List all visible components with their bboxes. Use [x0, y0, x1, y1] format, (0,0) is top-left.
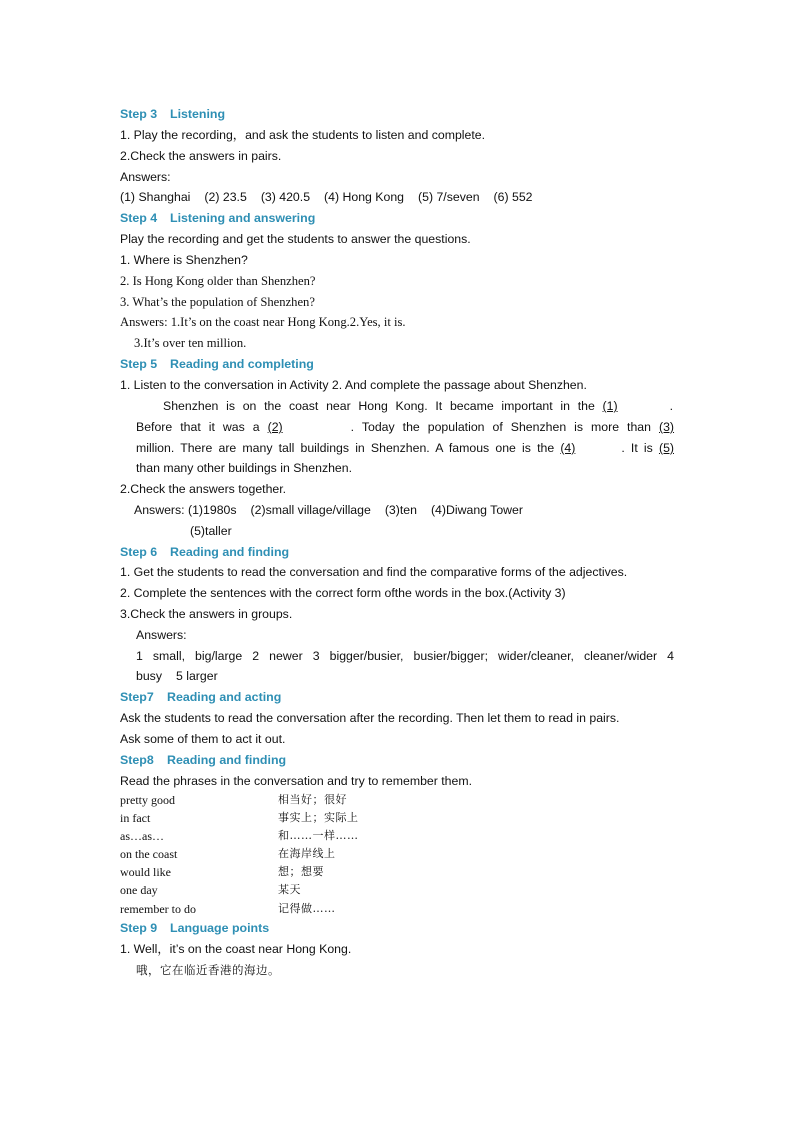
step4-number: Step 4 [120, 211, 158, 225]
step3-heading [120, 106, 225, 122]
step4-question-1: 1. Where is Shenzhen? [120, 253, 248, 267]
step8-heading [120, 752, 286, 768]
step3-title: Listening [170, 107, 226, 121]
phrase-en-4: on the coast [120, 847, 178, 861]
phrase-en-6: one day [120, 883, 158, 897]
step4-intro: Play the recording and get the students to answer the questions. [120, 232, 471, 246]
step7-number: Step7 [120, 690, 154, 704]
phrase-en-3: as…as… [120, 829, 164, 843]
step6-answer-3: 3 bigger/busier, busier/bigger; wider/cleaner, cleaner/wider [312, 649, 658, 663]
step5-passage-line3: million. There are many tall buildings in Shenzhen. A famous one is the (4) . It is (5) [136, 441, 674, 455]
step3-answer-2: (2) 23.5 [204, 190, 247, 204]
step6-heading [120, 544, 289, 560]
phrase-zh-4: 在海岸线上 [278, 847, 336, 860]
step3-answer-6: (6) 552 [493, 190, 533, 204]
step7-title: Reading and acting [167, 690, 282, 704]
blank-4: (4) [560, 441, 576, 455]
step3-line1: 1. Play the recording，and ask the students to listen and complete. [120, 128, 486, 142]
step3-line2: 2.Check the answers in pairs. [120, 149, 282, 163]
step9-number: Step 9 [120, 921, 158, 935]
blank-1: (1) [602, 399, 618, 413]
step5-answers-label: Answers: [134, 503, 185, 517]
step8-title: Reading and finding [167, 753, 287, 767]
step4-heading [120, 210, 315, 226]
step5-answer-4: (4)Diwang Tower [430, 503, 523, 517]
step6-line3: 3.Check the answers in groups. [120, 607, 293, 621]
blank-3: (3) [659, 420, 675, 434]
step5-number: Step 5 [120, 357, 158, 371]
step4-question-3: 3. What’s the population of Shenzhen? [120, 295, 315, 309]
phrase-en-5: would like [120, 865, 171, 879]
blank-2: (2) [267, 420, 283, 434]
step6-answer-4-cont: busy [136, 669, 162, 683]
step8-number: Step8 [120, 753, 154, 767]
step6-answer-2: 2 newer [252, 649, 303, 663]
phrase-zh-2: 事实上；实际上 [278, 811, 359, 824]
step6-answers-line1 [136, 648, 674, 664]
step5-line1: 1. Listen to the conversation in Activity 2. And complete the passage about Shenzhen. [120, 378, 587, 392]
step6-answer-5: 5 larger [175, 669, 218, 683]
step6-answer-4: 4 [667, 649, 675, 663]
step5-answers [134, 502, 523, 518]
phrase-zh-1: 相当好；很好 [278, 793, 347, 806]
step6-answers-label: Answers: [136, 628, 187, 642]
phrase-zh-7: 记得做…… [278, 902, 336, 915]
step3-answer-5: (5) 7/seven [418, 190, 480, 204]
step7-heading [120, 689, 281, 705]
step8-intro: Read the phrases in the conversation and try to remember them. [120, 774, 473, 788]
step5-passage-line2: Before that it was a (2) . Today the population of Shenzhen is more than (3) [136, 420, 675, 434]
step6-title: Reading and finding [170, 545, 290, 559]
step6-number: Step 6 [120, 545, 158, 559]
phrase-zh-6: 某天 [278, 883, 301, 896]
step9-heading [120, 920, 269, 936]
step5-line2: 2.Check the answers together. [120, 482, 287, 496]
step6-line2: 2. Complete the sentences with the correct form ofthe words in the box.(Activity 3) [120, 586, 566, 600]
step5-answer-1: (1)1980s [188, 503, 237, 517]
phrase-zh-5: 想；想要 [278, 865, 324, 878]
step4-answers-1: Answers: 1.It’s on the coast near Hong Kong.2.Yes, it is. [120, 315, 406, 329]
step5-title: Reading and completing [170, 357, 314, 371]
step3-answer-1: (1) Shanghai [120, 190, 191, 204]
blank-5: (5) [658, 441, 674, 455]
step4-title: Listening and answering [170, 211, 316, 225]
step3-answer-4: (4) Hong Kong [324, 190, 405, 204]
step4-question-2: 2. Is Hong Kong older than Shenzhen? [120, 274, 316, 288]
phrase-en-7: remember to do [120, 902, 196, 916]
step4-answers-2: 3.It’s over ten million. [134, 336, 247, 350]
step5-passage-line1: Shenzhen is on the coast near Hong Kong. It became important in the (1) . [163, 399, 673, 413]
phrase-en-2: in fact [120, 811, 151, 825]
step5-answer-3: (3)ten [384, 503, 417, 517]
phrase-zh-3: 和……一样…… [278, 829, 359, 842]
phrase-en-1: pretty good [120, 793, 175, 807]
step6-answer-1: 1 small, big/large [136, 649, 243, 663]
step6-line1: 1. Get the students to read the conversation and find the comparative forms of the adjectives. [120, 565, 628, 579]
step9-title: Language points [170, 921, 270, 935]
step9-line1: 1. Well，it’s on the coast near Hong Kong. [120, 942, 352, 956]
step9-line1-translation: 哦，它在临近香港的海边。 [136, 963, 280, 977]
step3-answers [120, 189, 533, 205]
step5-answer-2: (2)small village/village [250, 503, 371, 517]
step5-answer-5: (5)taller [190, 524, 232, 538]
step5-heading [120, 356, 314, 372]
step3-answer-3: (3) 420.5 [260, 190, 311, 204]
step7-line2: Ask some of them to act it out. [120, 732, 286, 746]
step7-line1: Ask the students to read the conversation after the recording. Then let them to read in pairs. [120, 711, 620, 725]
step3-answers-label: Answers: [120, 170, 171, 184]
step5-passage-line4: than many other buildings in Shenzhen. [136, 461, 353, 475]
step3-number: Step 3 [120, 107, 158, 121]
step6-answers-line2 [136, 668, 218, 684]
